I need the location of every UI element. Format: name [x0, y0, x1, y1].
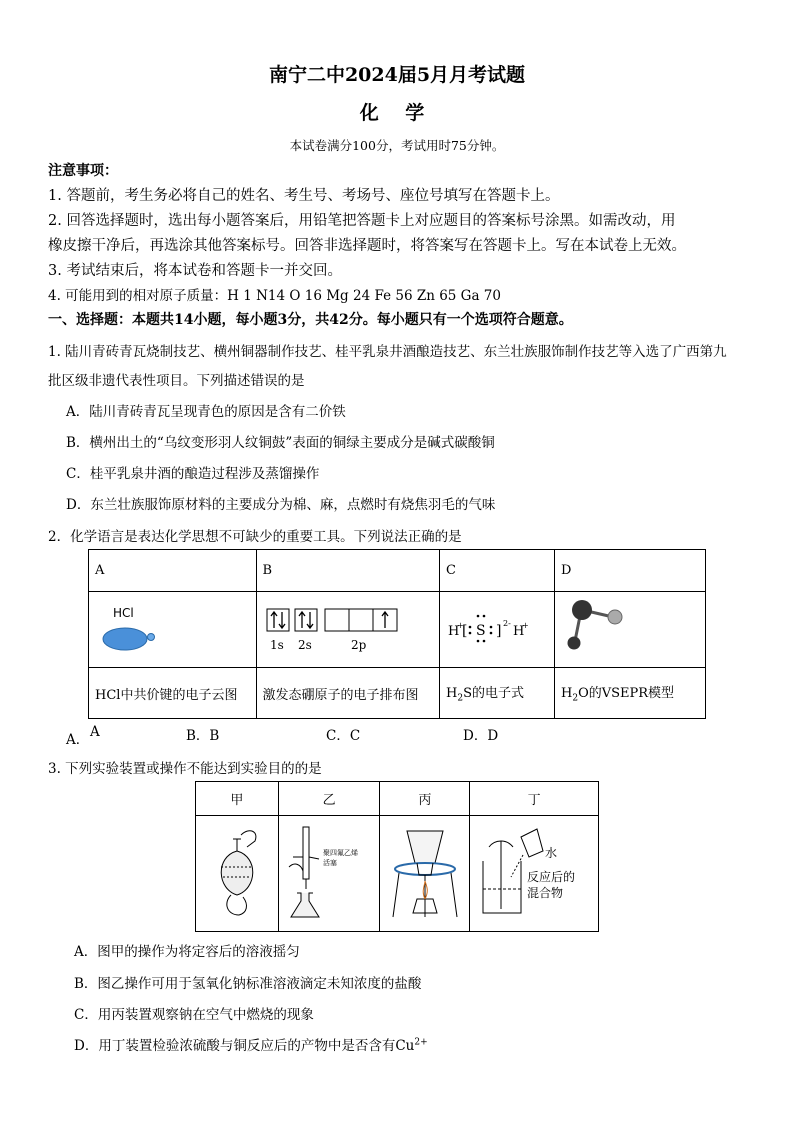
arrow-up-icon [382, 612, 388, 628]
q3-table [195, 781, 599, 932]
q3-header-ding: 丁 [470, 782, 599, 816]
q2-caption-d: $H_2O$的VSEPR模型 [555, 668, 706, 719]
q3-header-jia: 甲 [196, 782, 279, 816]
q2-answer-prefix: A． [66, 732, 90, 748]
flask-neck [233, 839, 241, 851]
orbital-box-2p-1 [325, 609, 349, 631]
formula-charge: 2- [503, 618, 511, 628]
hand-bottom-icon [227, 895, 247, 915]
q2-table [88, 549, 706, 719]
burette-icon [303, 827, 309, 879]
q2-caption-a: HCl中共价键的电子云图 [89, 668, 257, 719]
notice-item-3: 3. 考试结束后，将本试卷和答题卡一并交回。 [48, 263, 342, 279]
section-heading: 一、选择题：本题共14小题，每小题3分，共42分。每小题只有一个选项符合题意。 [48, 312, 573, 328]
orbital-box-2s [295, 609, 317, 631]
q1-stem-cont: 批区级非遗代表性项目。下列描述错误的是 [48, 373, 305, 389]
formula-h-right-charge: + [522, 620, 529, 630]
oxygen-atom-icon [572, 600, 592, 620]
q3-cell-ding [470, 816, 599, 932]
q3-cell-jia [196, 816, 279, 932]
formula-bracket-close: ] [496, 622, 502, 639]
funnel-icon [407, 831, 443, 863]
mixture-label: 反应后的 [527, 869, 576, 884]
crucible-icon [417, 863, 433, 875]
mixture-label-cont: 混合物 [527, 885, 564, 900]
crucible-figure [381, 817, 469, 927]
arrow-down-icon [307, 612, 313, 628]
q2-answer-d: D．D [463, 728, 499, 744]
hydrogen-atom-icon [608, 610, 622, 624]
stopcock-label: 聚四氟乙烯 [323, 848, 359, 857]
notice-item-2-cont: 橡皮擦干净后，再选涂其他答案标号。回答非选择题时，将答案写在答题卡上。写在本试卷上无效。 [48, 238, 686, 254]
arrow-up-icon [299, 612, 305, 628]
cu-ion: Cu [395, 1038, 415, 1054]
electron-cloud-small [148, 633, 155, 640]
q2-caption-b: 激发态硼原子的电子排布图 [256, 668, 440, 719]
notice-item-4: 4. 可能用到的相对原子质量：H 1 N14 O 16 Mg 24 Fe 56 Zn 65 Ga 70 [48, 288, 501, 304]
ring-icon [395, 863, 455, 875]
orbital-label-1s: 1s [269, 637, 284, 652]
exam-info: 本试卷满分100分，考试用时75分钟。 [289, 138, 505, 153]
q2-cell-b-image [256, 592, 440, 668]
stopcock-label-cont: 活塞 [323, 858, 338, 867]
notice-item-1: 1. 答题前，考生务必将自己的姓名、考生号、考场号、座位号填写在答题卡上。 [48, 188, 560, 204]
q3-option-b: B．图乙操作可用于氢氧化钠标准溶液滴定未知浓度的盐酸 [74, 976, 422, 992]
q3-cell-bing [380, 816, 470, 932]
q3-option-d: D．用丁装置检验浓硫酸与铜反应后的产物中是否含有$Cu^{2+}$ [74, 1037, 428, 1054]
formula-bracket-open: [ [462, 622, 468, 639]
cu-charge: 2+ [414, 1037, 428, 1048]
q2-answer-b: B．B [186, 728, 220, 744]
q2-header-d: D [555, 550, 706, 592]
q2-cell-a-image [89, 592, 257, 668]
electron-cloud-lobe [103, 628, 147, 650]
q2-header-b: B [256, 550, 440, 592]
beaker-icon [483, 861, 521, 913]
dilution-figure [471, 817, 597, 927]
q2-cell-d-image [555, 592, 706, 668]
q2-header-c: C [440, 550, 555, 592]
q3-stem: 3. 下列实验装置或操作不能达到实验目的的是 [48, 761, 322, 777]
orbital-box-2p-2 [349, 609, 373, 631]
q3-option-a: A．图甲的操作为将定容后的溶液摇匀 [74, 944, 300, 960]
q3-cell-yi [278, 816, 380, 932]
q2-stem: 2．化学语言是表达化学思想不可缺少的重要工具。下列说法正确的是 [48, 529, 462, 545]
stopcock-icon [293, 857, 319, 859]
notice-heading: 注意事项： [48, 163, 118, 179]
q3-header-yi: 乙 [278, 782, 380, 816]
q2-cell-c-image [440, 592, 555, 668]
formula-atom-s: S [476, 622, 486, 639]
vsepr-model [561, 593, 705, 663]
q2-header-a: A [89, 550, 257, 592]
q1-option-c: C．桂平乳泉井酒的酿造过程涉及蒸馏操作 [66, 466, 320, 482]
electron-formula [446, 593, 554, 663]
formula-h-left: H [448, 623, 460, 639]
pouring-beaker-icon [521, 829, 543, 857]
q2-answer-a: A [90, 724, 100, 740]
exam-title: 南宁二中2024届5月月考试题 [268, 64, 526, 86]
q1-option-b: B．横州出土的“乌纹变形羽人纹铜鼓”表面的铜绿主要成分是碱式碳酸铜 [66, 435, 495, 451]
notice-item-2: 2. 回答选择题时，选出每小题答案后，用铅笔把答题卡上对应题目的答案标号涂黑。如需改动，用 [48, 213, 676, 229]
orbital-diagram [263, 593, 439, 663]
arrow-down-icon [279, 612, 285, 628]
volumetric-flask-icon [221, 851, 253, 895]
tripod-icon [393, 873, 457, 917]
hcl-label: HCl [113, 605, 134, 620]
q3-option-c: C．用丙装置观察钠在空气中燃烧的现象 [74, 1007, 314, 1023]
q2-caption-c: $H_2S$的电子式 [440, 668, 555, 719]
q2-answer-c: C．C [326, 728, 361, 744]
subject-title: 化 学 [359, 102, 435, 124]
hand-icon [289, 864, 303, 871]
lone-pair-icon [568, 636, 581, 649]
orbital-label-2s: 2s [297, 637, 312, 652]
q1-option-d: D．东兰壮族服饰原材料的主要成分为棉、麻，点燃时有烧焦羽毛的气味 [66, 497, 496, 513]
formula-h-right: H [513, 623, 525, 639]
q3-header-bing: 丙 [380, 782, 470, 816]
arrow-up-icon [271, 612, 277, 628]
hand-top-icon [241, 830, 256, 846]
q1-option-a: A．陆川青砖青瓦呈现青色的原因是含有二价铁 [66, 404, 346, 420]
orbital-box-1s [267, 609, 289, 631]
formula-h-left-charge: + [457, 620, 464, 630]
q1-stem: 1. 陆川青砖青瓦烧制技艺、横州铜器制作技艺、桂平乳泉井酒酿造技艺、东兰壮族服饰制作技艺等入选了广西第九 [48, 344, 727, 360]
conical-flask-icon [291, 893, 319, 917]
shaking-flask-figure [197, 817, 277, 927]
orbital-label-2p: 2p [350, 637, 366, 652]
electron-cloud-figure [95, 593, 255, 663]
water-label: 水 [545, 845, 558, 860]
titration-figure [279, 817, 379, 927]
